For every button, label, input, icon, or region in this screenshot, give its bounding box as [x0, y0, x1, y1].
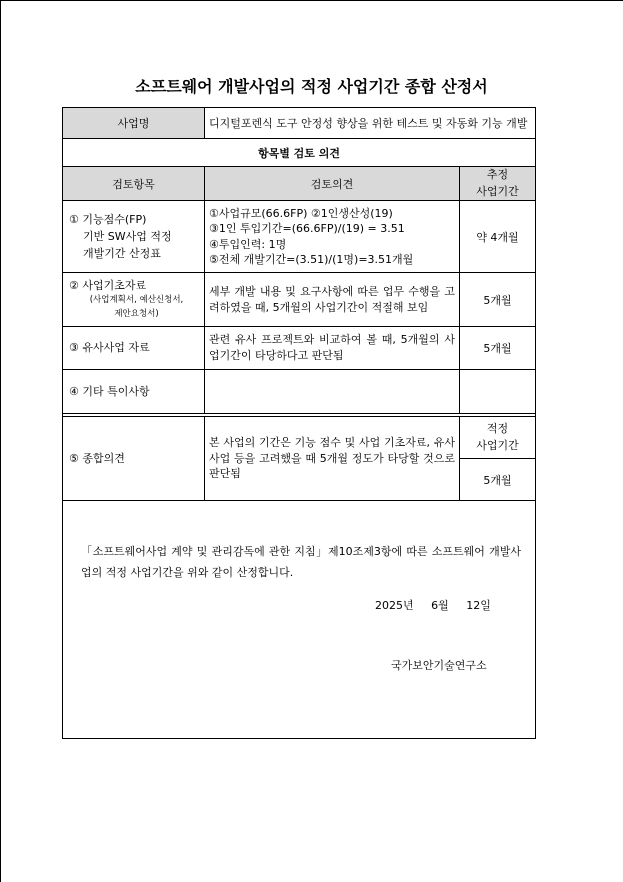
table-row: [63, 273, 536, 327]
period-basic-data: 5개월: [460, 273, 536, 327]
page-border-left: [0, 0, 1, 882]
table-row: [63, 327, 536, 370]
footer-cell: [63, 501, 536, 739]
item-other: ④ 기타 특이사항: [63, 370, 205, 414]
header-item: 검토항목: [63, 167, 205, 201]
opinion-fp-line: ⑤전체 개발기간=(3.51)/(1명)=3.51개월: [209, 252, 414, 266]
table-row: [63, 201, 536, 273]
section-title-row: [63, 139, 536, 167]
item-basic-data-line1: ② 사업기초자료: [69, 279, 147, 293]
assessment-table: [62, 107, 536, 739]
project-label: 사업명: [63, 108, 205, 139]
project-row: [63, 108, 536, 139]
opinion-other: [205, 370, 460, 414]
organization-name: 국가보안기술연구소: [391, 659, 487, 672]
opinion-summary: 본 사업의 기간은 기능 점수 및 사업 기초자료, 유사사업 등을 고려했을 때 5개월 정도가 타당할 것으로 판단됨: [205, 417, 460, 501]
header-period: [460, 167, 536, 201]
item-fp-line2: 기반 SW사업 적정: [83, 229, 172, 243]
period-other: [460, 370, 536, 414]
item-summary: ⑤ 종합의견: [63, 417, 205, 501]
opinion-fp-line: ①사업규모(66.6FP) ②1인생산성(19): [209, 206, 393, 220]
item-fp-line3: 개발기간 산정표: [83, 247, 161, 261]
summary-row-top: [63, 417, 536, 459]
summary-period-label: [460, 417, 536, 459]
footer-row: [63, 501, 536, 739]
project-name: 디지털포렌식 도구 안정성 향상을 위한 테스트 및 자동화 기능 개발: [205, 108, 536, 139]
period-fp: 약 4개월: [460, 201, 536, 273]
opinion-fp: [205, 201, 460, 273]
footer-statement: 「소프트웨어사업 계약 및 관리감독에 관한 지침」제10조제3항에 따른 소프트웨어 개발사업의 적정 사업기간을 위와 같이 산정합니다.: [81, 545, 521, 580]
footer-date: [375, 597, 491, 613]
document-title: 소프트웨어 개발사업의 적정 사업기간 종합 산정서: [135, 77, 488, 96]
item-basic-data-sub2: 제안요청서): [114, 309, 159, 320]
date-month: 6월: [431, 599, 449, 612]
summary-period-label-line1: 적정: [486, 422, 509, 435]
item-similar-project: ③ 유사사업 자료: [63, 327, 205, 370]
summary-period: 5개월: [460, 459, 536, 501]
period-similar-project: 5개월: [460, 327, 536, 370]
item-basic-data: [63, 273, 205, 327]
opinion-basic-data: 세부 개발 내용 및 요구사항에 따른 업무 수행을 고려하였을 때, 5개월의 사업기간이 적절해 보임: [205, 273, 460, 327]
opinion-fp-line: ③1인 투입기간=(66.6FP)/(19) = 3.51: [209, 222, 405, 236]
page-border-top: [0, 0, 623, 1]
date-year: 2025년: [375, 599, 414, 612]
item-fp: [63, 201, 205, 273]
header-period-line1: 추정: [486, 168, 509, 181]
header-period-line2: 사업기간: [476, 184, 519, 198]
header-row: [63, 167, 536, 201]
item-basic-data-sub1: (사업계획서, 예산신청서,: [89, 295, 184, 306]
date-day: 12일: [466, 599, 491, 612]
item-fp-line1: ① 기능점수(FP): [69, 212, 147, 226]
opinion-fp-line: ④투입인력: 1명: [209, 237, 287, 251]
section-title: 항목별 검토 의견: [63, 139, 536, 167]
table-row: [63, 370, 536, 414]
header-opinion: 검토의견: [205, 167, 460, 201]
opinion-similar-project: 관련 유사 프로젝트와 비교하여 볼 때, 5개월의 사업기간이 타당하다고 판단됨: [205, 327, 460, 370]
summary-period-label-line2: 사업기간: [476, 438, 519, 452]
